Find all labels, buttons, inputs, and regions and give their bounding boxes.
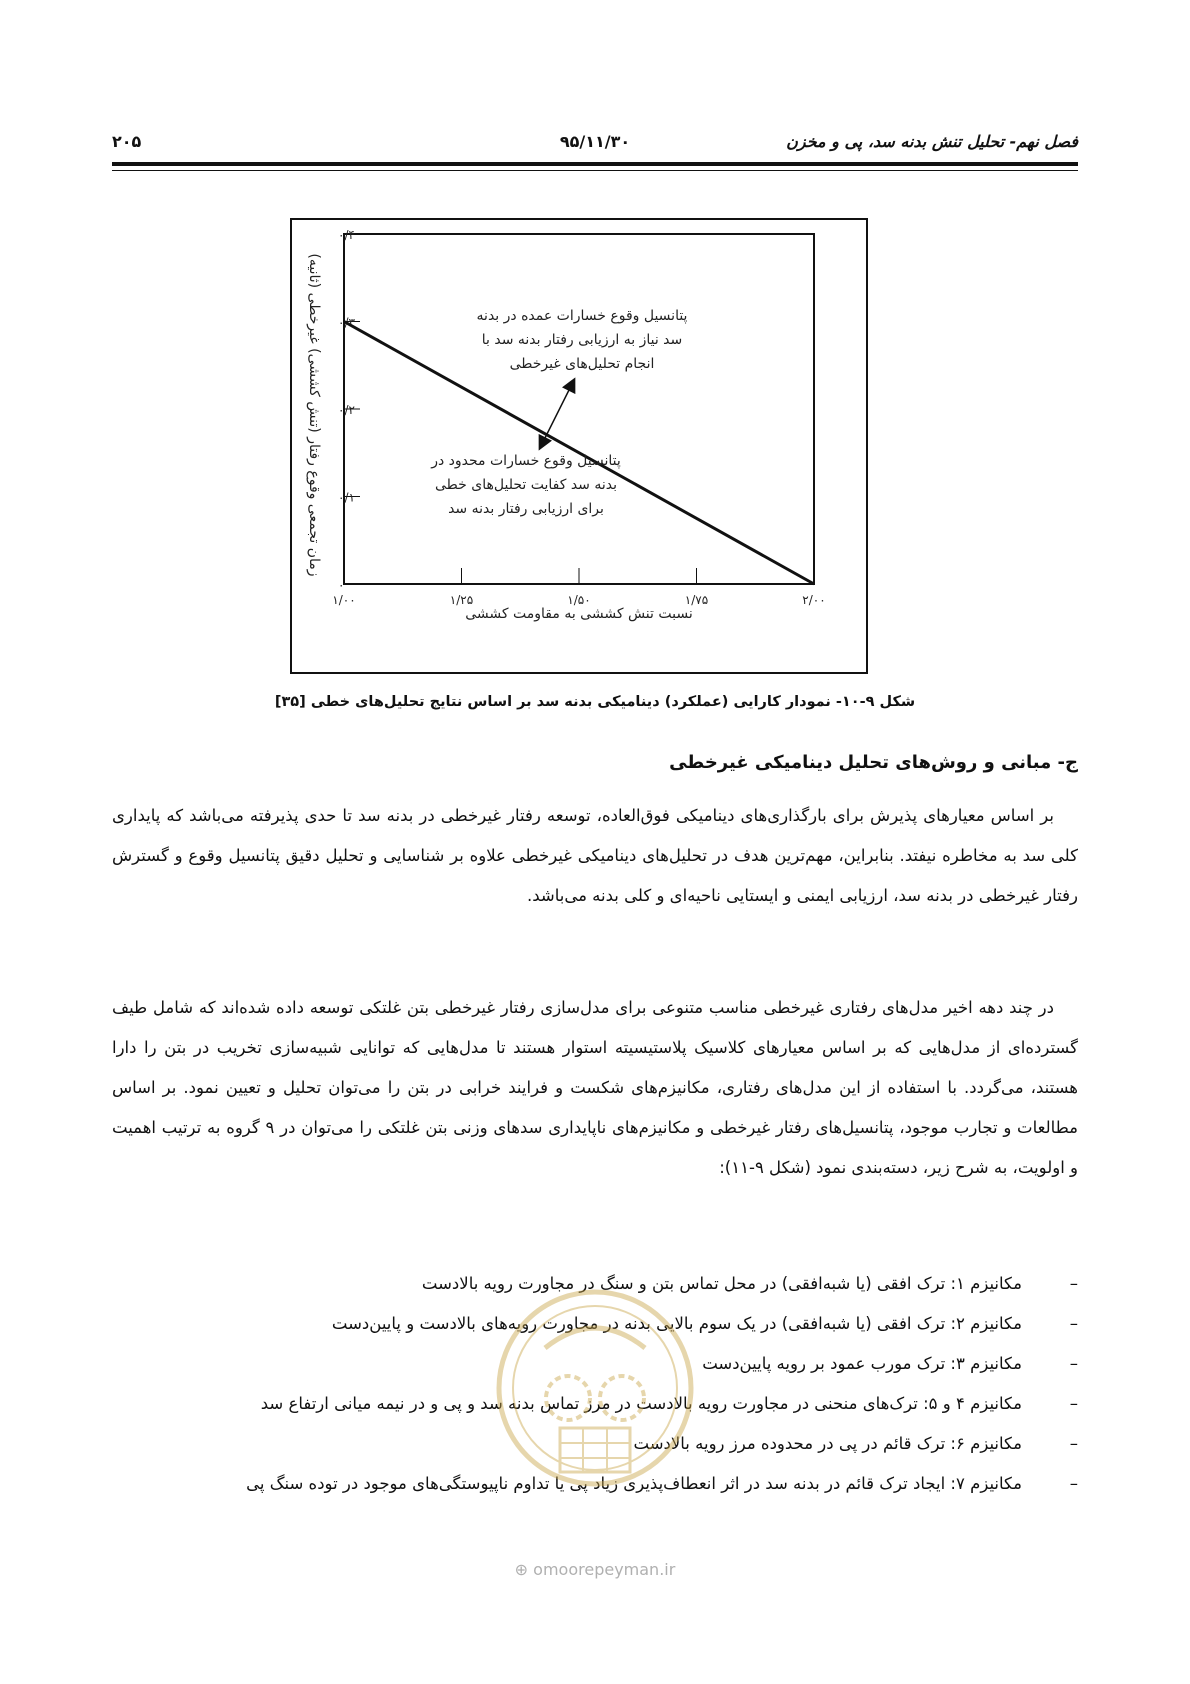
- list-item-text: مکانیزم ۱: ترک افقی (یا شبه‌افقی) در محل تماس بتن و سنگ در مجاورت رویه بالادست: [421, 1274, 1022, 1293]
- performance-chart: [292, 220, 870, 676]
- x-tick-label: ۱/۲۵: [449, 593, 474, 607]
- plot-area: [344, 234, 814, 584]
- y-tick-label: ۰: [338, 578, 345, 592]
- list-item-text: مکانیزم ۳: ترک مورب عمود بر رویه پایین‌دست: [702, 1354, 1022, 1373]
- x-tick-label: ۱/۷۵: [684, 593, 709, 607]
- figure-caption: شکل ۹-۱۰- نمودار کارایی (عملکرد) دینامیکی بدنه سد بر اساس نتایج تحلیل‌های خطی [۳۵]: [274, 694, 916, 710]
- list-item-text: مکانیزم ۴ و ۵: ترک‌های منحنی در مجاورت رویه بالادست در مرز تماس بدنه سد و پی و در نیمه میانی ارتفاع سد: [260, 1394, 1022, 1413]
- x-axis-label: نسبت تنش کششی به مقاومت کششی: [465, 606, 693, 622]
- running-head: [112, 128, 1078, 156]
- list-item-text: مکانیزم ۲: ترک افقی (یا شبه‌افقی) در یک سوم بالایی بدنه در مجاورت رویه‌های بالادست و پایین‌دست: [331, 1314, 1022, 1333]
- y-tick-label: ۰/۱: [338, 490, 355, 505]
- y-tick-label: ۰/۲: [338, 403, 355, 417]
- annotation-upper: سد نیاز به ارزیابی رفتار بدنه سد با: [481, 332, 683, 348]
- header-rule-thin: [112, 170, 1078, 171]
- bullet-dash: –: [1069, 1434, 1078, 1453]
- bullet-dash: –: [1069, 1354, 1078, 1373]
- bullet-dash: –: [1069, 1314, 1078, 1333]
- paragraph-1-text: بر اساس معیارهای پذیرش برای بارگذاری‌های دینامیکی فوق‌العاده، توسعه رفتار غیرخطی در بدنه سد تا حدی پذیرفته می‌باشد که پایداری کلی سد به مخاطره نیفتد. بنابراین، مهم‌ترین هدف در تحلیل‌های دینامیکی غیرخطی علاوه بر شناسایی و تحلیل دقیق پتانسیل وقوع و گسترش رفتار غیرخطی در بدنه سد، ارزیابی ایمنی و ایستایی ناحیه‌ای و کلی بدنه می‌باشد.: [112, 806, 1078, 905]
- x-tick-label: ۱/۰۰: [332, 593, 356, 607]
- list-item-text: مکانیزم ۷: ایجاد ترک قائم در بدنه سد در اثر انعطاف‌پذیری زیاد پی یا تداوم ناپیوستگی‌های موجود در توده سنگ پی: [246, 1474, 1022, 1493]
- header-date: ۹۵/۱۱/۳۰: [559, 132, 631, 151]
- bullet-dash: –: [1069, 1394, 1078, 1413]
- globe-icon: ⊕: [514, 1560, 529, 1579]
- section-heading: ج- مبانی و روش‌های تحلیل دینامیکی غیرخطی: [669, 752, 1078, 773]
- bullet-dash: –: [1069, 1474, 1078, 1493]
- y-axis-label: زمان تجمعی وقوع رفتار (تنش کششی) غیرخطی (ثانیه): [306, 253, 322, 577]
- watermark-logo: [490, 1278, 700, 1508]
- paragraph-2: [112, 988, 1078, 1188]
- list-item-text: مکانیزم ۶: ترک قائم در پی در محدوده مرز رویه بالادست: [633, 1434, 1022, 1453]
- bullet-dash: –: [1069, 1274, 1078, 1293]
- y-tick-label: ۰/۳: [338, 315, 355, 330]
- watermark-url-text: omoorepeyman.ir: [533, 1560, 676, 1579]
- annotation-lower: بدنه سد کفایت تحلیل‌های خطی: [435, 477, 617, 493]
- x-tick-label: ۲/۰۰: [802, 593, 826, 607]
- chapter-title: فصل نهم- تحلیل تنش بدنه سد، پی و مخزن: [786, 132, 1078, 151]
- paragraph-2-text: در چند دهه اخیر مدل‌های رفتاری غیرخطی مناسب متنوعی برای مدل‌سازی رفتار غیرخطی بتن غلتکی توسعه داده شده‌اند که شامل طیف گسترده‌ای از مدل‌هایی که بر اساس معیارهای کلاسیک پلاستیسیته استوار هستند تا مدل‌هایی که توانایی شبیه‌سازی تخریب در بتن را دارا هستند، می‌گردد. با استفاده از این مدل‌های رفتاری، مکانیزم‌های شکست و فرایند خرابی در بتن را می‌توان تحلیل و تعیین نمود. بر اساس مطالعات و تجارب موجود، پتانسیل‌های رفتار غیرخطی و مکانیزم‌های ناپایداری سدهای وزنی بتن غلتکی را می‌توان در ۹ گروه به ترتیب اهمیت و اولویت، به شرح زیر، دسته‌بندی نمود (شکل ۹-۱۱):: [112, 998, 1078, 1177]
- annotation-lower: پتانسیل وقوع خسارات محدود در: [431, 453, 621, 469]
- header-rule-thick: [112, 162, 1078, 166]
- double-arrow-icon: [540, 380, 574, 448]
- x-tick-label: ۱/۵۰: [567, 593, 591, 607]
- figure-frame: [290, 218, 868, 674]
- paragraph-1: [112, 796, 1078, 916]
- annotation-lower: برای ارزیابی رفتار بدنه سد: [448, 501, 604, 517]
- watermark-url: [0, 1560, 1190, 1579]
- annotation-upper: پتانسیل وقوع خسارات عمده در بدنه: [476, 308, 688, 324]
- annotation-upper: انجام تحلیل‌های غیرخطی: [509, 356, 655, 372]
- page-number: ۲۰۵: [112, 132, 142, 151]
- y-tick-label: ۰/۴: [338, 228, 355, 242]
